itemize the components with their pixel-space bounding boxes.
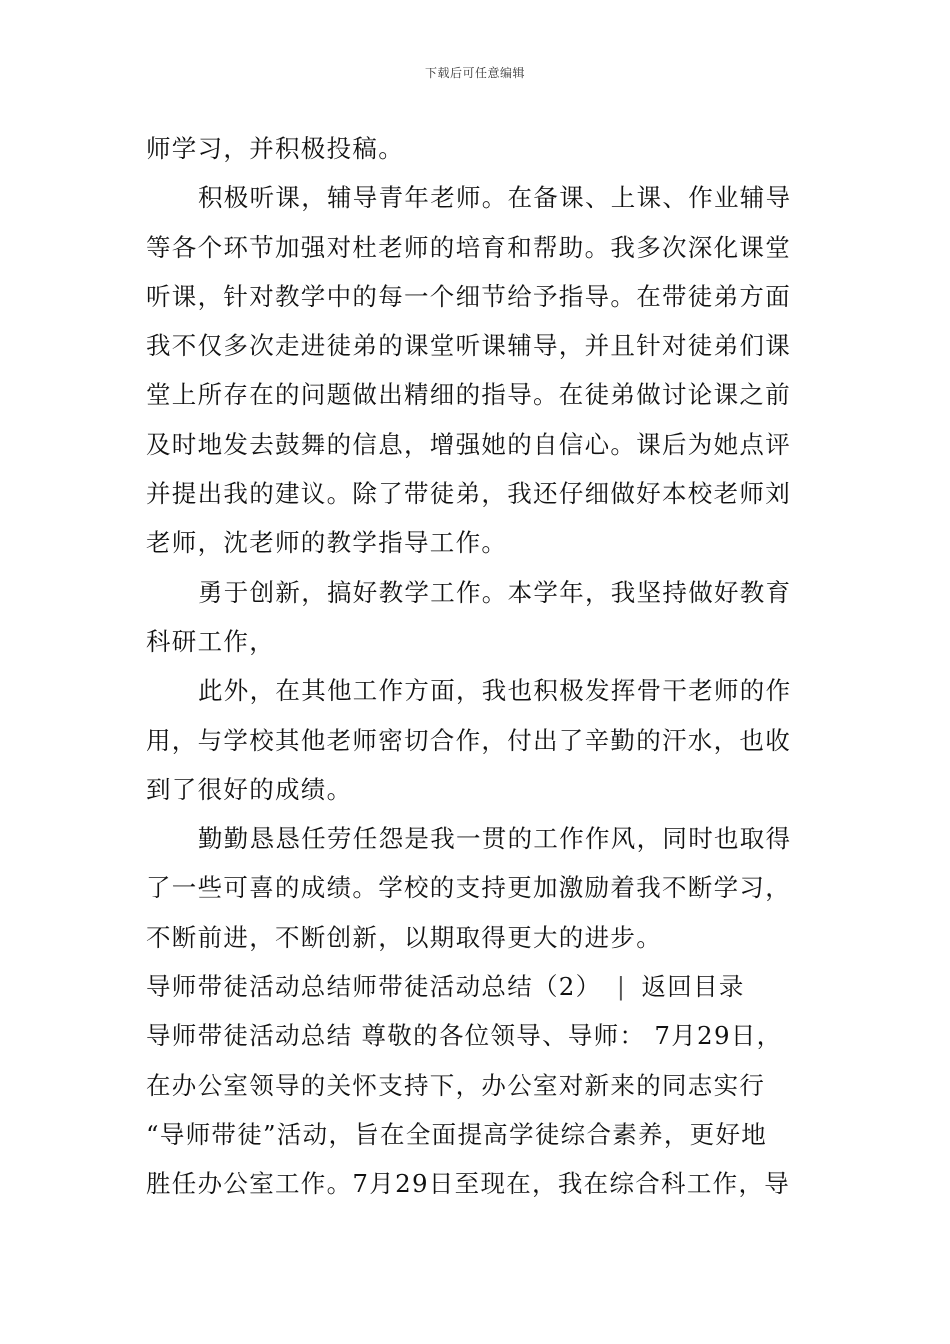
text-line: 老师，沈老师的教学指导工作。 [146, 528, 508, 558]
paragraph-start-line: 勇于创新，搞好教学工作。本学年，我坚持做好教育 [198, 577, 792, 607]
text-line: 科研工作， [146, 626, 275, 656]
page-header-note: 下载后可任意编辑 [424, 66, 525, 80]
text-line: 并提出我的建议。除了带徒弟，我还仔细做好本校老师刘 [146, 479, 791, 509]
text-line: 我不仅多次走进徒弟的课堂听课辅导，并且针对徒弟们课 [146, 331, 791, 361]
text-line: 导师带徒活动总结 尊敬的各位领导、导师： 7月29日， [146, 1021, 783, 1051]
text-line: 等各个环节加强对杜老师的培育和帮助。我多次深化课堂 [146, 232, 791, 262]
text-line: 胜任办公室工作。7月29日至现在，我在综合科工作，导 [146, 1169, 791, 1199]
separator: | [616, 972, 627, 1002]
document-body [146, 124, 806, 1209]
text-line: 及时地发去鼓舞的信息，增强她的自信心。课后为她点评 [146, 429, 791, 459]
text-line: 堂上所存在的问题做出精细的指导。在徒弟做讨论课之前 [146, 380, 791, 410]
text-line: 到了很好的成绩。 [146, 774, 353, 804]
text-line: 在办公室领导的关怀支持下，办公室对新来的同志实行 [146, 1070, 766, 1100]
back-to-contents-link[interactable]: 返回目录 [641, 972, 745, 1002]
text-line: 用，与学校其他老师密切合作，付出了辛勤的汗水，也收 [146, 725, 791, 755]
section-heading [146, 962, 806, 1011]
text-line: 听课，针对教学中的每一个细节给予指导。在带徒弟方面 [146, 281, 791, 311]
paragraph-start-line: 勤勤恳恳任劳任怨是我一贯的工作作风，同时也取得 [198, 824, 792, 854]
text-line: 不断前进，不断创新，以期取得更大的进步。 [146, 922, 662, 952]
paragraph-start-line: 此外，在其他工作方面，我也积极发挥骨干老师的作 [198, 676, 792, 706]
paragraph-start-line: 积极听课，辅导青年老师。在备课、上课、作业辅导 [198, 183, 792, 213]
text-line: 师学习，并积极投稿。 [146, 134, 404, 163]
text-line: “导师带徒”活动，旨在全面提高学徒综合素养，更好地 [146, 1119, 768, 1149]
text-line: 了一些可喜的成绩。学校的支持更加激励着我不断学习， [146, 873, 791, 903]
section-title: 导师带徒活动总结师带徒活动总结（2） [146, 972, 602, 1002]
